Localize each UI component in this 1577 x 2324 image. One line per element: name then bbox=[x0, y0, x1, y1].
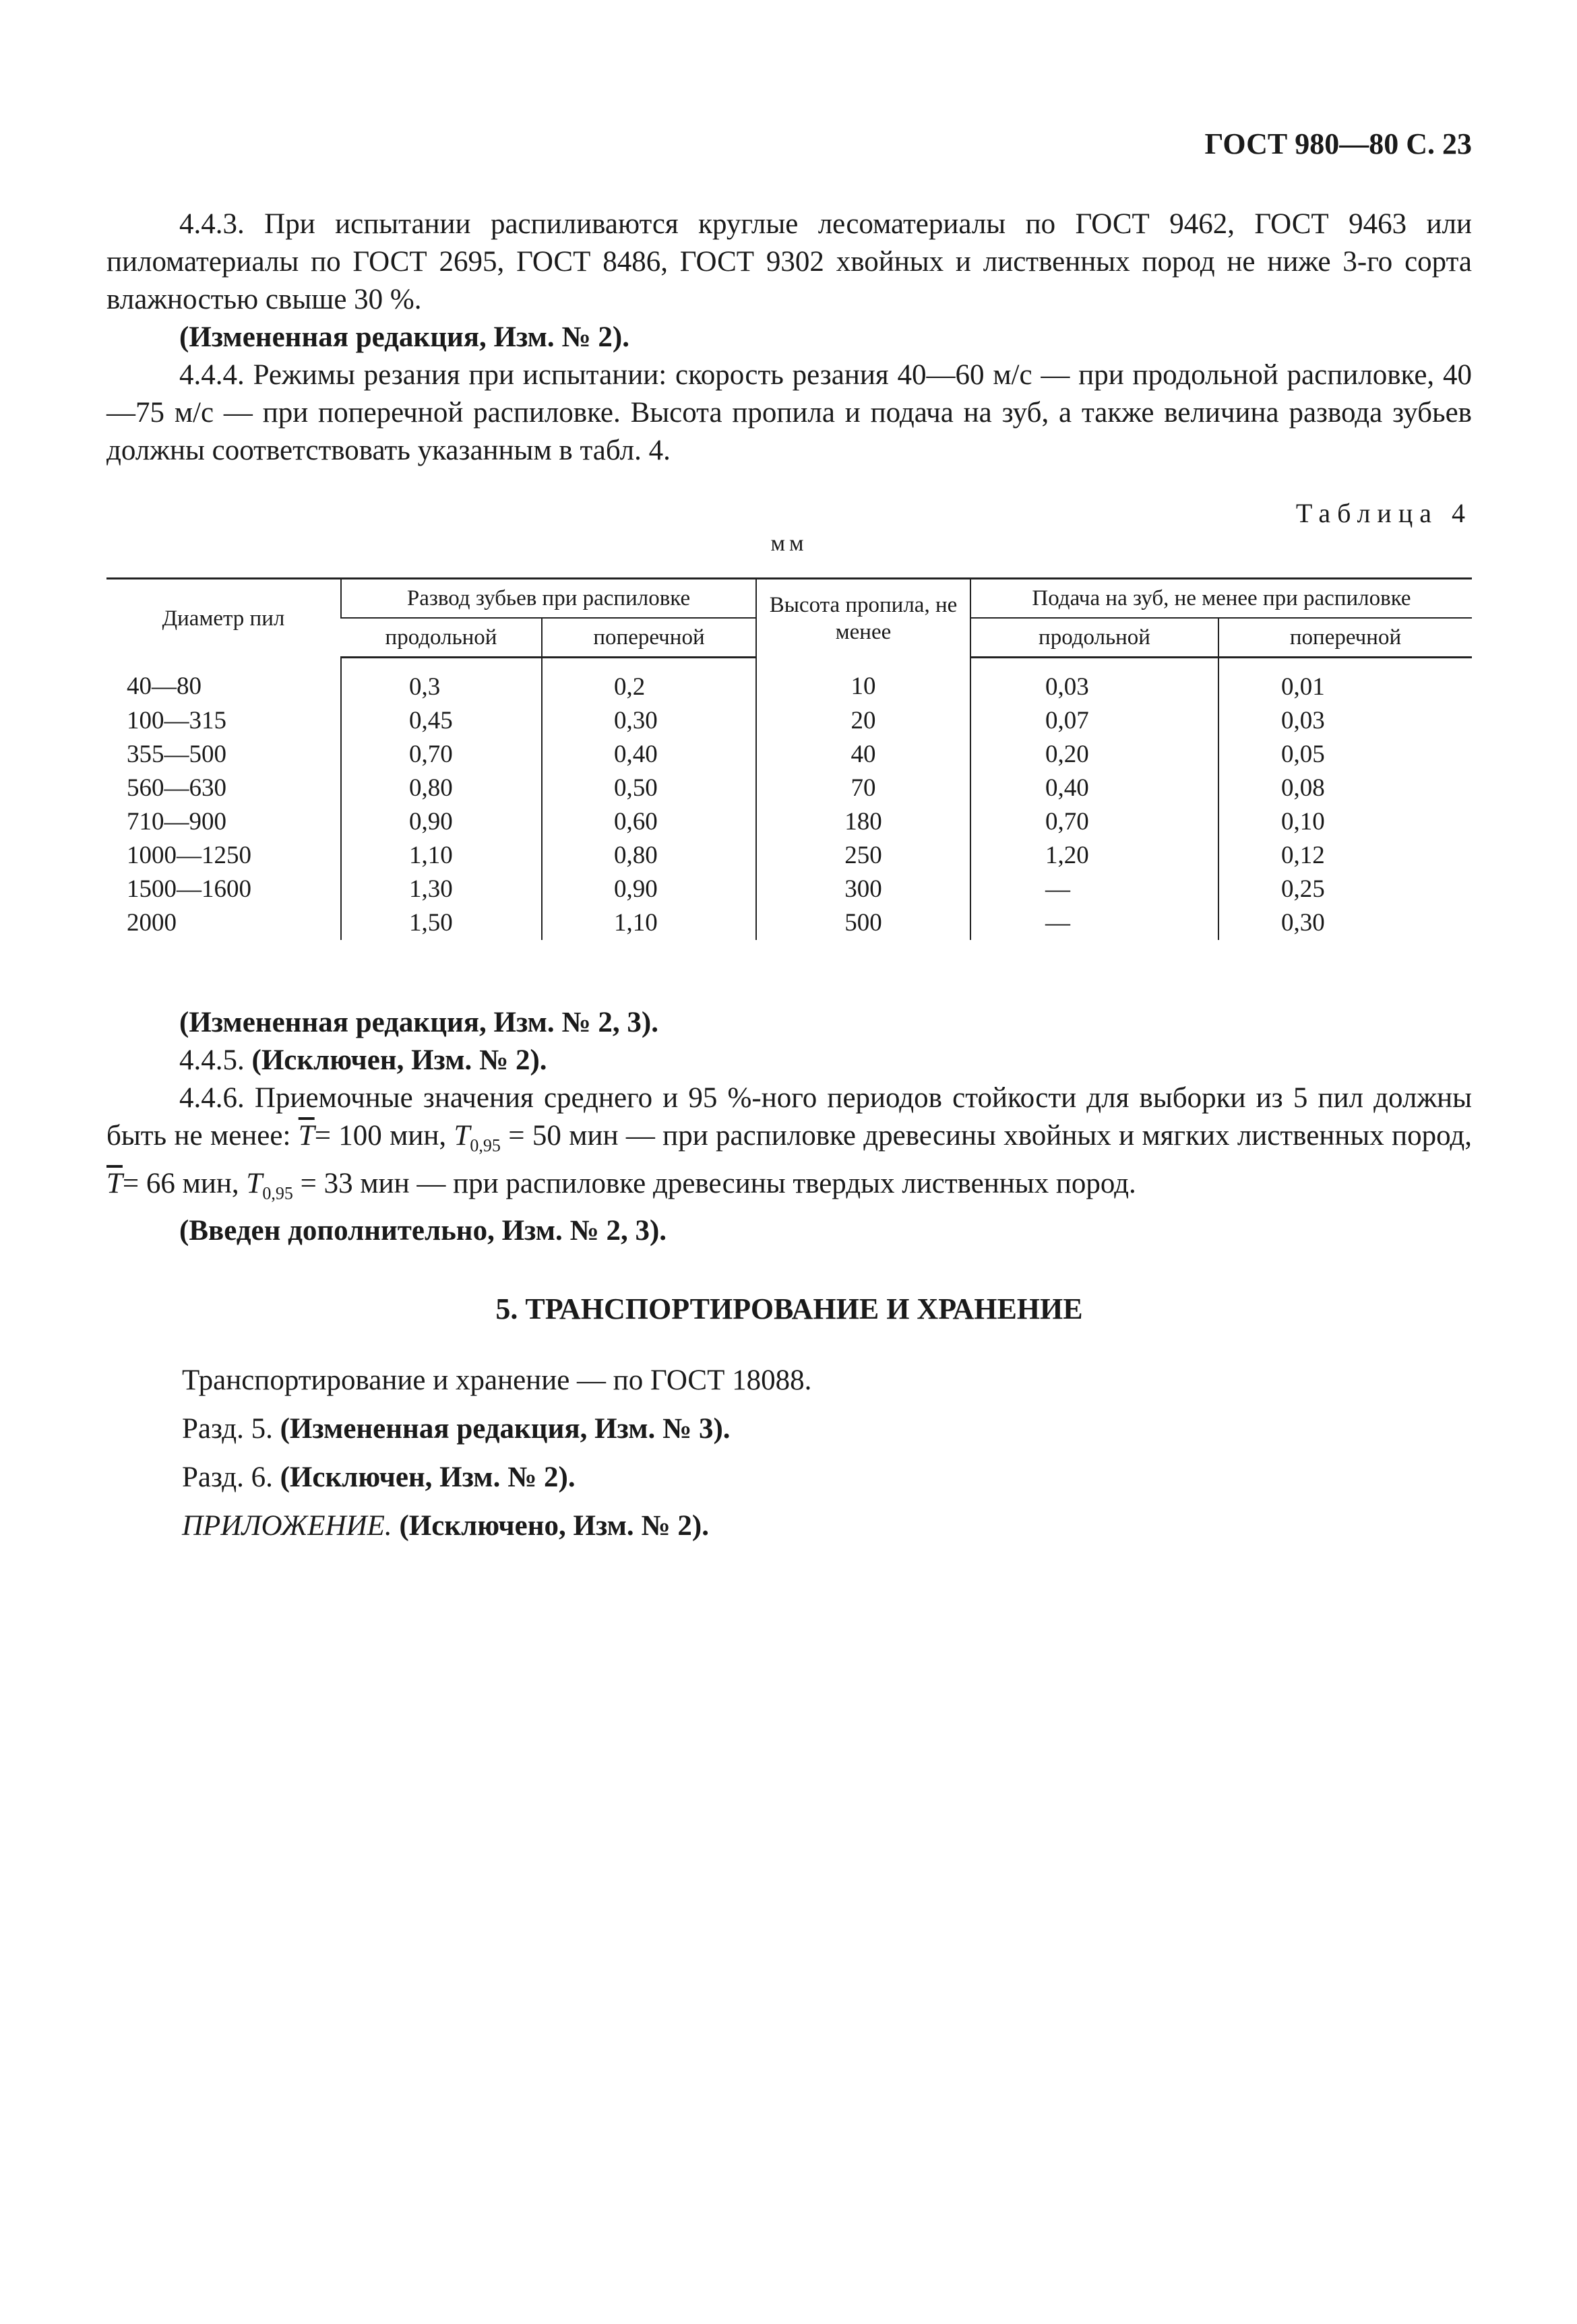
cell-diameter: 710—900 bbox=[127, 808, 226, 836]
table-unit: мм bbox=[770, 531, 808, 556]
excluded-note: (Исключен, Изм. № 2). bbox=[251, 1044, 547, 1076]
cell-diameter: 100—315 bbox=[127, 707, 226, 734]
cell-height: 20 bbox=[756, 704, 970, 738]
cell-feed-trans: 0,01 bbox=[1218, 658, 1472, 705]
cell-height: 40 bbox=[756, 738, 970, 772]
cell-set-long: 1,10 bbox=[341, 839, 542, 873]
cell-feed-trans: 0,25 bbox=[1218, 873, 1472, 906]
header-cut-height: Высота пропила, не менее bbox=[756, 579, 970, 658]
section-ref: Разд. 5. bbox=[182, 1413, 280, 1445]
paragraph-number: 4.4.5. bbox=[179, 1044, 245, 1076]
section-6-excluded bbox=[182, 1459, 1472, 1497]
cell-feed-trans: 0,12 bbox=[1218, 839, 1472, 873]
saw-parameters-table bbox=[106, 577, 1472, 940]
table-caption: Таблица 4 bbox=[1295, 498, 1472, 528]
cell-height: 300 bbox=[756, 873, 970, 906]
table-row bbox=[106, 873, 1472, 906]
cell-diameter: 1000—1250 bbox=[127, 842, 251, 869]
cell-set-trans: 0,50 bbox=[542, 772, 756, 805]
transport-storage-line: Транспортирование и хранение — по ГОСТ 18088. bbox=[182, 1364, 812, 1397]
cell-set-long: 0,3 bbox=[341, 658, 542, 705]
cell-diameter: 1500—1600 bbox=[127, 875, 251, 903]
appendix-label: ПРИЛОЖЕНИЕ. bbox=[182, 1510, 392, 1542]
table-row bbox=[106, 704, 1472, 738]
cell-feed-trans: 0,03 bbox=[1218, 704, 1472, 738]
table-row bbox=[106, 738, 1472, 772]
cell-feed-long: 0,07 bbox=[970, 704, 1218, 738]
section-5-title: 5. ТРАНСПОРТИРОВАНИЕ И ХРАНЕНИЕ bbox=[495, 1292, 1083, 1326]
paragraph-4-4-4: 4.4.4. Режимы резания при испытании: скорость резания 40—60 м/с — при продольной распиловке, 40—75 м/с — при поперечной распиловке. Высота пропила и подача на зуб, а также величина развода зубьев должны соответствовать указанным в табл. 4. bbox=[106, 359, 1472, 466]
cell-feed-trans: 0,08 bbox=[1218, 772, 1472, 805]
amendment-bold: (Измененная редакция, Изм. № 3). bbox=[280, 1413, 731, 1445]
p446-text-e: = 33 мин — при распиловке древесины твердых лиственных пород. bbox=[292, 1167, 1136, 1199]
table-row bbox=[106, 906, 1472, 940]
paragraph-4-4-3: 4.4.3. При испытании распиливаются круглые лесоматериалы по ГОСТ 9462, ГОСТ 9463 или пиломатериалы по ГОСТ 2695, ГОСТ 8486, ГОСТ 9302 хвойных и лиственных пород не ниже 3-го сорта влажностью свыше 30 %. bbox=[106, 208, 1472, 315]
amendment-note-4-4-3: (Измененная редакция, Изм. № 2). bbox=[179, 321, 629, 353]
paragraph-4-4-5 bbox=[179, 1042, 1472, 1079]
cell-set-long: 0,45 bbox=[341, 704, 542, 738]
t95-symbol: T bbox=[454, 1120, 470, 1152]
cell-feed-long: 0,40 bbox=[970, 772, 1218, 805]
cell-set-long: 0,80 bbox=[341, 772, 542, 805]
t95-subscript: 0,95 bbox=[470, 1135, 501, 1156]
paragraph-4-4-6 bbox=[106, 1079, 1472, 1212]
cell-set-long: 0,70 bbox=[341, 738, 542, 772]
t95-subscript-2: 0,95 bbox=[262, 1183, 293, 1203]
t95-symbol-2: T bbox=[246, 1167, 263, 1199]
cell-set-long: 1,50 bbox=[341, 906, 542, 940]
cell-feed-trans: 0,05 bbox=[1218, 738, 1472, 772]
header-set-group: Развод зубьев при распиловке bbox=[341, 579, 756, 619]
cell-feed-long: 0,70 bbox=[970, 805, 1218, 839]
excluded-bold: (Исключен, Изм. № 2). bbox=[280, 1462, 576, 1494]
p446-text-c: = 50 мин — при распиловке древесины хвойных и мягких лиственных пород, bbox=[500, 1120, 1472, 1152]
cell-height: 10 bbox=[756, 658, 970, 705]
cell-diameter: 2000 bbox=[127, 909, 177, 937]
cell-height: 70 bbox=[756, 772, 970, 805]
header-set-transverse: поперечной bbox=[542, 618, 756, 658]
amendment-note-table: (Измененная редакция, Изм. № 2, 3). bbox=[179, 1007, 658, 1038]
cell-feed-trans: 0,30 bbox=[1218, 906, 1472, 940]
section-ref: Разд. 6. bbox=[182, 1462, 280, 1494]
cell-diameter: 40—80 bbox=[127, 672, 202, 701]
cell-feed-long: — bbox=[970, 906, 1218, 940]
header-diameter: Диаметр пил bbox=[106, 579, 341, 658]
cell-set-trans: 0,30 bbox=[542, 704, 756, 738]
cell-diameter: 560—630 bbox=[127, 774, 226, 802]
table-row bbox=[106, 805, 1472, 839]
cell-feed-long: 0,20 bbox=[970, 738, 1218, 772]
cell-set-long: 0,90 bbox=[341, 805, 542, 839]
cell-set-trans: 0,2 bbox=[542, 658, 756, 705]
amendment-note-4-4-6: (Введен дополнительно, Изм. № 2, 3). bbox=[179, 1215, 667, 1247]
header-feed-group: Подача на зуб, не менее при распиловке bbox=[970, 579, 1472, 619]
cell-feed-long: — bbox=[970, 873, 1218, 906]
cell-height: 250 bbox=[756, 839, 970, 873]
cell-feed-trans: 0,10 bbox=[1218, 805, 1472, 839]
p446-text-a: 4.4.6. Приемочные значения среднего и 95 %-ного периодов стойкости для выборки из 5 пил должны быть не менее: bbox=[106, 1082, 1472, 1152]
cell-diameter: 355—500 bbox=[127, 741, 226, 768]
cell-set-trans: 1,10 bbox=[542, 906, 756, 940]
document-body bbox=[106, 206, 1472, 1556]
p446-text-b: = 100 мин, bbox=[314, 1120, 454, 1152]
cell-feed-long: 1,20 bbox=[970, 839, 1218, 873]
p446-text-d: = 66 мин, bbox=[122, 1167, 247, 1199]
cell-set-trans: 0,40 bbox=[542, 738, 756, 772]
cell-set-trans: 0,90 bbox=[542, 873, 756, 906]
header-feed-transverse: поперечной bbox=[1218, 618, 1472, 658]
appendix-excluded bbox=[182, 1507, 1472, 1545]
section-5-amendment bbox=[182, 1410, 1472, 1448]
table-row bbox=[106, 839, 1472, 873]
cell-feed-long: 0,03 bbox=[970, 658, 1218, 705]
header-set-longitudinal: продольной bbox=[341, 618, 542, 658]
cell-height: 500 bbox=[756, 906, 970, 940]
cell-set-long: 1,30 bbox=[341, 873, 542, 906]
mean-symbol-2: $\overline{T}$ bbox=[106, 1167, 123, 1199]
cell-set-trans: 0,60 bbox=[542, 805, 756, 839]
mean-symbol: $\overline{T}$ bbox=[298, 1120, 315, 1152]
table-row bbox=[106, 772, 1472, 805]
page-header: ГОСТ 980—80 С. 23 bbox=[1204, 127, 1472, 160]
header-feed-longitudinal: продольной bbox=[970, 618, 1218, 658]
cell-set-trans: 0,80 bbox=[542, 839, 756, 873]
table-row bbox=[106, 658, 1472, 705]
cell-height: 180 bbox=[756, 805, 970, 839]
appendix-excluded-bold: (Исключено, Изм. № 2). bbox=[392, 1510, 709, 1542]
